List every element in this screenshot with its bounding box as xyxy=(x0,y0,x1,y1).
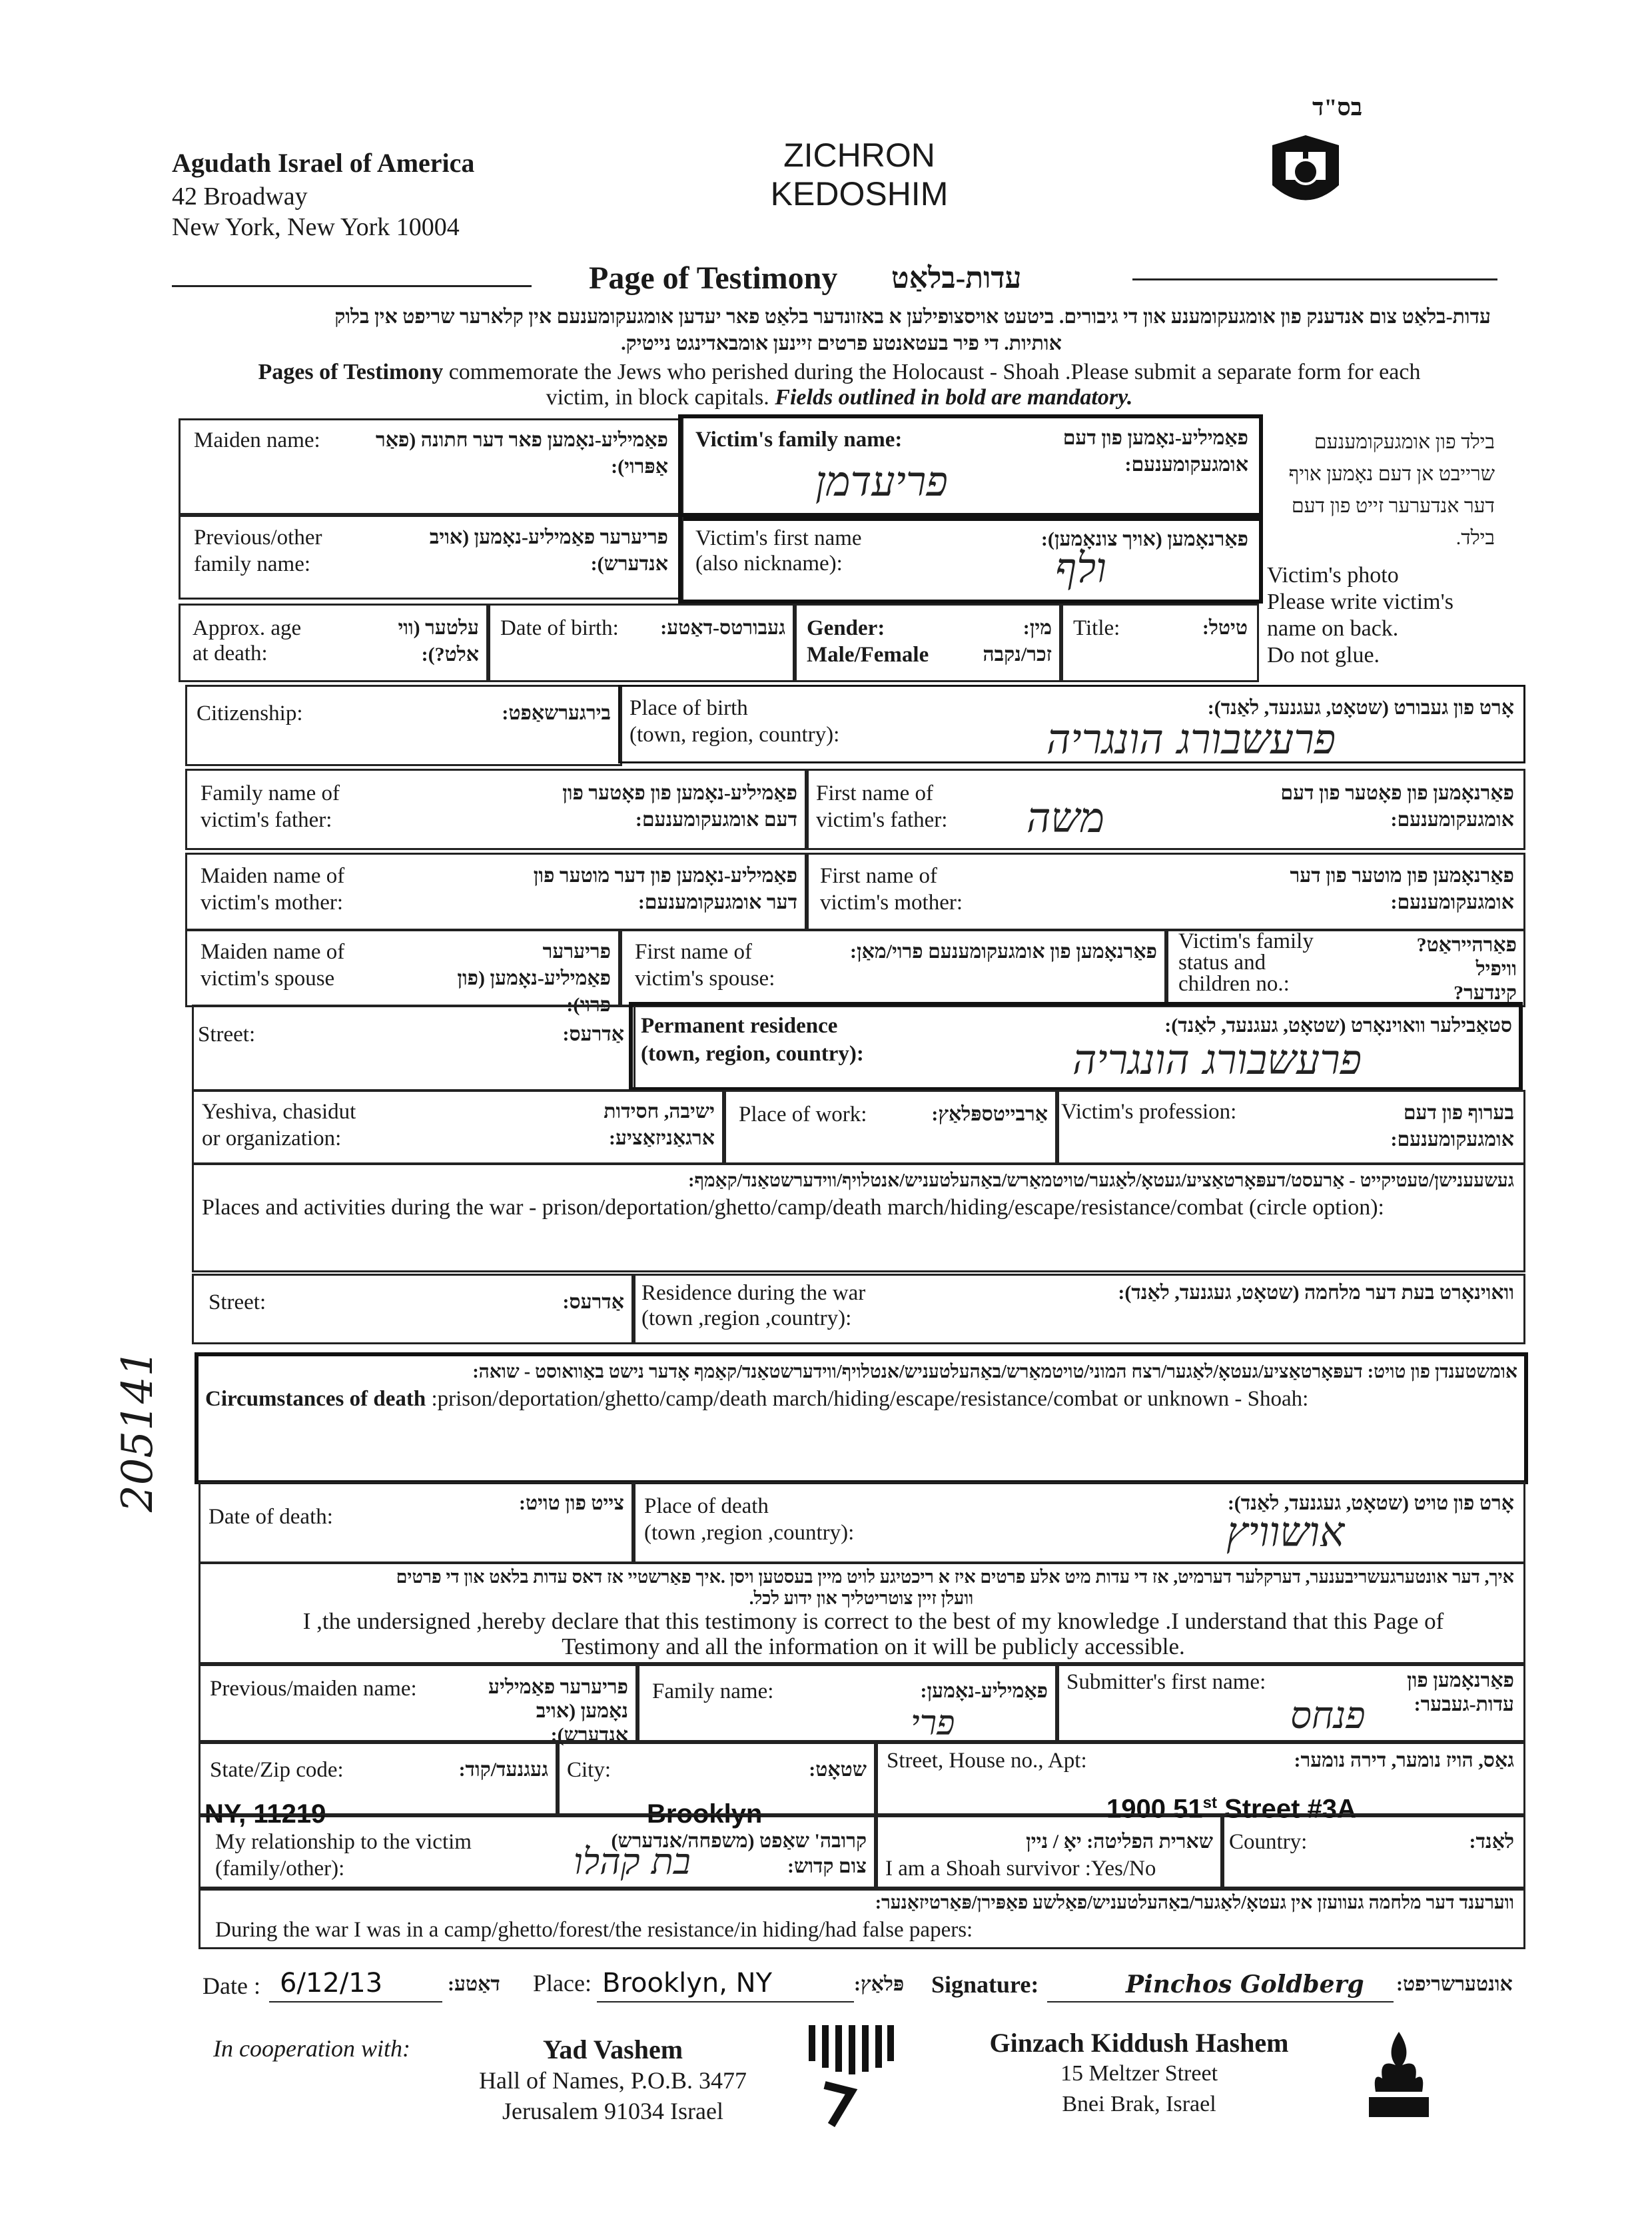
yad-vashem-name: Yad Vashem xyxy=(542,2034,683,2064)
intro-en xyxy=(193,360,1485,410)
form-title-en: Page of Testimony xyxy=(589,260,838,296)
city-label: City: xyxy=(567,1758,612,1782)
submitter-family-value: פרי xyxy=(911,1703,955,1743)
father-family-heb: פאַמיליע-נאָמען פון פאָטער פון דעם אומגעקומענעם: xyxy=(562,782,797,831)
father-first-label2: victim's father: xyxy=(816,808,948,832)
street-value-suffix: st xyxy=(1202,1794,1217,1812)
declaration-en xyxy=(240,1609,1506,1659)
date-heb: דאַטע: xyxy=(448,1973,500,1995)
submitter-street-field[interactable] xyxy=(874,1740,1525,1824)
relationship-heb: קרובה' שאַפט (משפחה/אנדערש) צום קדוש: xyxy=(611,1830,867,1877)
declaration-en-line1: I ,the undersigned ,hereby declare that this testimony is correct to the best of my knowledge .I understand that this Page of xyxy=(302,1608,1444,1634)
father-first-name-field[interactable] xyxy=(805,769,1525,850)
family-status-heb: פאַרהייראַט? וויפיל קינדער? xyxy=(1416,934,1517,1004)
profession-field[interactable] xyxy=(1055,1090,1525,1164)
street-label: Street: xyxy=(198,1023,256,1047)
during-war-heb: ווערענד דער מלחמה געוועזן אין געטאָ/לאַגער/באַהעלטעניש/פאַלשע פאַפּירן/פּאַרטיזאַנער: xyxy=(875,1893,1514,1913)
age-at-death-field[interactable] xyxy=(179,604,490,682)
ginzach-name: Ginzach Kiddush Hashem xyxy=(989,2028,1289,2058)
victim-photo-en2: Please write victim's xyxy=(1267,590,1453,614)
gender-label2: Male/Female xyxy=(807,643,929,667)
dod-heb: צייט פון טויט: xyxy=(519,1492,624,1514)
spouse-first-label2: victim's spouse: xyxy=(635,967,775,991)
age-label1: Approx. age xyxy=(193,616,302,640)
submitter-first-name-field[interactable] xyxy=(1055,1664,1525,1744)
family-status-label2: status and xyxy=(1178,951,1266,975)
title-line1: ZICHRON xyxy=(783,137,935,174)
spouse-first-heb: פאַרנאָמען פון אומגעקומענעם פרוי/מאַן: xyxy=(849,941,1157,963)
war-street-heb: אַדרעס: xyxy=(562,1291,624,1313)
declaration-heb-line1: איך, דער אונטערגעשריבענער, דערקלער דערמיט, אז די עדות מיט אלע פרטים איז א ריכטיגע לויט מיין בעסטען ויסן .איך פאַרשטיי אז דאס עדות בלאט און די פרטים xyxy=(396,1567,1514,1587)
intro-heb-line1: עדות-בלאַט צום אנדענק פון אומגעקומענע און די גיבורים. ביטעט אויסצופילען א באזונדער בלאַט פאר יעדען אומגעקומענעם אין קלארער שריפט אין בלוק xyxy=(334,306,1491,328)
family-status-label xyxy=(1178,931,1314,995)
war-activities-heb: געשעענישן/טעטיקייט - אַרעסט/דעפּאָרטאַציע/געטאָ/לאַגער/טויטמאַרש/באַהעלטעניש/אנטלויף/ווידערשטאַנד/קאַמף: xyxy=(688,1170,1514,1191)
ginzach-logo-icon xyxy=(1359,2025,1439,2125)
title-field[interactable] xyxy=(1059,604,1259,682)
relationship-field[interactable] xyxy=(199,1813,878,1891)
date-value: 6/12/13 xyxy=(280,1968,383,1998)
survivor-heb: שארית הפליטה: יאָ / ניין xyxy=(1026,1831,1213,1853)
date-of-death-field[interactable] xyxy=(199,1482,635,1564)
father-family-label2: victim's father: xyxy=(201,808,332,832)
date-underline xyxy=(269,2001,442,2002)
survivor-field[interactable] xyxy=(874,1813,1224,1891)
victim-first-name-field[interactable] xyxy=(678,513,1263,604)
submitter-family-label: Family name: xyxy=(652,1679,774,1703)
circumstances-label xyxy=(205,1386,1308,1412)
margin-handwritten-number: 205141 xyxy=(113,1349,163,1512)
age-heb: עלטער (ווי אלט?): xyxy=(398,617,479,665)
ginzach-addr1: 15 Meltzer Street xyxy=(1060,2061,1218,2086)
during-war-label: During the war I was in a camp/ghetto/forest/the resistance/in hiding/had false papers: xyxy=(215,1918,973,1942)
dob-label: Date of birth: xyxy=(500,616,619,640)
pod-label2: (town ,region ,country): xyxy=(644,1521,855,1545)
yeshiva-field[interactable] xyxy=(192,1090,726,1164)
war-residence-label1: Residence during the war xyxy=(641,1281,866,1305)
state-zip-value: NY, 11219 xyxy=(205,1799,326,1829)
title-rule-right xyxy=(1132,278,1497,280)
date-label: Date : xyxy=(203,1973,260,1999)
relationship-value: בת קהלו xyxy=(574,1841,691,1883)
father-first-label1: First name of xyxy=(816,781,933,805)
mother-maiden-heb: פאַמיליע-נאָמען פון דער מוטער פון דער אומגעקומענעם: xyxy=(533,865,797,913)
father-family-label1: Family name of xyxy=(201,781,340,805)
victim-family-name-label: Victim's family name: xyxy=(695,428,903,452)
war-residence-label2: (town ,region ,country): xyxy=(641,1306,852,1330)
residence-value: פרעשבורג הונגריה xyxy=(1072,1035,1362,1084)
submitter-family-heb: פאַמיליע-נאָמען: xyxy=(920,1680,1048,1702)
previous-family-name-label2: family name: xyxy=(194,552,311,576)
pod-label1: Place of death xyxy=(644,1494,769,1518)
title-line2: KEDOSHIM xyxy=(770,175,949,213)
cooperation-label: In cooperation with: xyxy=(213,2035,410,2062)
yad-vashem-block xyxy=(460,2034,766,2126)
circumstances-label-rest: :prison/deportation/ghetto/camp/death march/hiding/escape/resistance/combat or unknown - Shoah: xyxy=(426,1387,1309,1411)
place-heb: פּלאַץ: xyxy=(854,1973,905,1995)
yad-vashem-logo-icon xyxy=(805,2018,898,2132)
relationship-label1: My relationship to the victim xyxy=(215,1830,472,1854)
residence-heb: סטאַבילער וואוינאָרט (שטאָט, געגנעד, לאַנד): xyxy=(1164,1015,1512,1037)
father-first-heb: פאַרנאָמען פון פאָטער פון דעם אומגעקומענעם: xyxy=(1280,782,1514,831)
victim-first-name-heb: פאַרנאָמען (אויך צונאָמען): xyxy=(1040,528,1248,550)
state-zip-label: State/Zip code: xyxy=(210,1758,344,1782)
mother-maiden-label2: victim's mother: xyxy=(201,891,344,915)
victim-photo-en4: Do not glue. xyxy=(1267,643,1380,667)
org-address-line2: New York, New York 10004 xyxy=(172,213,460,241)
title-label: Title: xyxy=(1073,616,1120,640)
during-war-field[interactable] xyxy=(199,1887,1525,1949)
victim-photo-en xyxy=(1267,562,1453,669)
dod-label: Date of death: xyxy=(208,1505,333,1529)
maiden-name-label: Maiden name: xyxy=(194,428,320,452)
date-of-birth-field[interactable] xyxy=(486,604,797,682)
maiden-name-field[interactable] xyxy=(179,418,683,517)
bsd-mark: בס"ד xyxy=(1312,94,1363,121)
spouse-maiden-label2: victim's spouse xyxy=(201,967,335,991)
father-first-value: משה xyxy=(1027,793,1104,842)
signature-value: Pinchos Goldberg xyxy=(1126,1971,1364,1998)
profession-heb: בערוף פון דעם אומגעקומענעם: xyxy=(1390,1102,1514,1150)
yeshiva-label1: Yeshiva, chasidut xyxy=(202,1100,356,1124)
submitter-previous-heb: פריערער פאַמיליע נאָמען (אויב אנדערש): xyxy=(488,1676,628,1746)
org-address-line1: 42 Broadway xyxy=(172,183,308,211)
yad-vashem-addr2: Jerusalem 91034 Israel xyxy=(502,2098,723,2124)
street-value-rest: Street #3A xyxy=(1216,1794,1356,1824)
submitter-first-value: פנחס xyxy=(1290,1694,1366,1737)
age-label2: at death: xyxy=(193,642,268,665)
mother-maiden-name-field[interactable] xyxy=(185,853,809,931)
victim-photo-heb: בילד פון אומגעקומענעם שרייבט אן דעם נאָמען אויף דער אנדערער זייט פון דעם בילד. xyxy=(1288,431,1495,549)
place-of-birth-field[interactable] xyxy=(618,685,1525,763)
agudah-logo-icon xyxy=(1266,132,1346,212)
place-value: Brooklyn, NY xyxy=(602,1968,773,1998)
dob-heb: געבורטס-דאַטע: xyxy=(660,617,785,639)
profession-label: Victim's profession: xyxy=(1061,1100,1237,1124)
signature-heb: אונטערשריפט: xyxy=(1396,1973,1513,1995)
victim-family-name-value: פריעדמן xyxy=(815,457,948,506)
spouse-first-label1: First name of xyxy=(635,940,752,964)
gender-label1: Gender: xyxy=(807,616,885,640)
intro-en-bold: Pages of Testimony xyxy=(258,360,444,384)
submitter-first-label: Submitter's first name: xyxy=(1066,1670,1266,1694)
victim-first-name-value: ולף xyxy=(1055,544,1106,592)
family-status-field[interactable] xyxy=(1164,929,1525,1007)
country-field[interactable] xyxy=(1220,1813,1525,1891)
declaration-heb xyxy=(208,1566,1514,1609)
intro-heb xyxy=(192,304,1491,357)
submitter-previous-name-field[interactable] xyxy=(199,1664,639,1744)
residence-label1: Permanent residence xyxy=(641,1014,838,1038)
citizenship-heb: בירגערשאַפט: xyxy=(502,702,611,724)
residence-label2: (town, region, country): xyxy=(641,1042,864,1066)
gender-field[interactable] xyxy=(793,604,1063,682)
place-label: Place: xyxy=(533,1970,592,1996)
intro-heb-line2: אותיות. די פיר בעטאנטע פרטים זיינען אומבאדינגט נייטיק. xyxy=(621,332,1062,354)
previous-family-name-label1: Previous/other xyxy=(194,526,322,550)
pob-heb: אָרט פון געבורט (שטאָט, געגנעד, לאַנד): xyxy=(1207,697,1514,719)
pod-heb: אָרט פון טויט (שטאָט, געגנעד, לאַנד): xyxy=(1227,1492,1514,1514)
submitter-street-label: Street, House no., Apt: xyxy=(887,1749,1087,1773)
previous-family-name-field[interactable] xyxy=(179,513,683,600)
war-street-label: Street: xyxy=(208,1290,266,1314)
survivor-label: I am a Shoah survivor :Yes/No xyxy=(885,1857,1156,1881)
father-family-name-field[interactable] xyxy=(185,769,809,850)
city-heb: שטאָט: xyxy=(809,1759,867,1781)
yeshiva-heb: ישיבה, חסידות ארגאַניזאַציע: xyxy=(604,1101,715,1149)
victim-first-name-label1: Victim's first name xyxy=(695,526,862,550)
submitter-first-heb: פאַרנאָמען פון עדות-געבער: xyxy=(1407,1669,1514,1715)
intro-en-mandatory: Fields outlined in bold are mandatory. xyxy=(775,385,1133,410)
place-of-death-field[interactable] xyxy=(631,1482,1525,1564)
work-label: Place of work: xyxy=(739,1103,867,1126)
war-residence-field[interactable] xyxy=(631,1274,1525,1344)
street-field[interactable] xyxy=(192,1005,635,1091)
place-of-work-field[interactable] xyxy=(722,1090,1059,1164)
citizenship-field[interactable] xyxy=(185,685,622,766)
permanent-residence-field[interactable] xyxy=(629,1002,1523,1091)
submitter-street-heb: גאַס, הויז נומער, דירה נומער: xyxy=(1294,1749,1514,1771)
maiden-name-heb: פאַמיליע-נאָמען פאר דער חתונה (פאַר אַפּרוי): xyxy=(375,429,668,478)
pob-value: פרעשבורג הונגריה xyxy=(1046,715,1336,763)
spouse-first-name-field[interactable] xyxy=(618,929,1168,1007)
war-activities-label: Places and activities during the war - prison/deportation/ghetto/camp/death march/hiding/escape/resistance/combat (circle option): xyxy=(202,1195,1384,1220)
work-heb: אַרבייטספּלאַץ: xyxy=(931,1103,1048,1125)
place-underline xyxy=(597,2001,854,2002)
victim-photo-en1: Victim's photo xyxy=(1267,563,1399,588)
mother-first-label2: victim's mother: xyxy=(820,891,963,915)
spouse-maiden-heb: פריערער פאַמיליע-נאָמען (פון פרוי): xyxy=(457,941,611,1016)
pob-label1: Place of birth xyxy=(629,696,748,720)
family-status-label3: children no.: xyxy=(1178,972,1290,996)
spouse-maiden-label1: Maiden name of xyxy=(201,940,345,964)
city-value: Brooklyn xyxy=(647,1799,763,1829)
submitter-family-name-field[interactable] xyxy=(635,1664,1059,1744)
declaration-heb-line2: וועלן זיין צוטריטליך און ידוע לכל. xyxy=(749,1588,974,1608)
street-value-number: 1900 51 xyxy=(1106,1794,1203,1824)
street-heb: אַדרעס: xyxy=(562,1023,624,1045)
spouse-maiden-name-field[interactable] xyxy=(185,929,622,1016)
submitter-previous-label: Previous/maiden name: xyxy=(210,1677,417,1701)
mother-first-label1: First name of xyxy=(820,864,937,888)
mother-first-heb: פאַרנאָמען פון מוטער פון דער אומגעקומענעם: xyxy=(1290,865,1514,913)
form-series-title xyxy=(733,136,986,213)
victim-family-name-heb: פאַמיליע-נאָמען פון דעם אומגעקומענעם: xyxy=(1062,427,1248,476)
declaration-box xyxy=(199,1561,1525,1664)
form-title-heb: עדות-בלאַט xyxy=(891,262,1022,294)
pod-value: אושוויץ xyxy=(1226,1508,1345,1556)
circumstances-label-bold: Circumstances of death xyxy=(205,1387,426,1411)
title-heb: טיטל: xyxy=(1202,617,1248,639)
city-field[interactable] xyxy=(556,1740,878,1829)
war-street-field[interactable] xyxy=(192,1274,635,1344)
country-label: Country: xyxy=(1229,1830,1308,1854)
pob-label2: (town, region, country): xyxy=(629,723,840,747)
intro-en-line1: commemorate the Jews who perished during the Holocaust - Shoah .Please submit a separate form for each xyxy=(443,360,1421,384)
org-name: Agudath Israel of America xyxy=(172,148,475,178)
mother-first-name-field[interactable] xyxy=(805,853,1525,931)
title-rule-left xyxy=(172,285,532,287)
previous-family-name-heb: פריערער פאַמיליע-נאָמען (אויב אנדערש): xyxy=(429,526,668,575)
declaration-en-line2: Testimony and all the information on it will be publicly accessible. xyxy=(562,1633,1185,1659)
gender-heb: מין: זכר/נקבה xyxy=(983,617,1052,665)
ginzach-addr2: Bnei Brak, Israel xyxy=(1062,2092,1216,2116)
war-residence-heb: וואוינאָרט בעת דער מלחמה (שטאָט, געגנעד, לאַנד): xyxy=(1118,1282,1514,1304)
signature-underline xyxy=(1047,2001,1394,2002)
ginzach-block xyxy=(966,2028,1312,2120)
family-status-label1: Victim's family xyxy=(1178,929,1314,953)
relationship-label2: (family/other): xyxy=(215,1857,345,1881)
state-zip-heb: געגנעד/קוד: xyxy=(458,1759,548,1781)
victim-family-name-field[interactable] xyxy=(678,414,1263,521)
yad-vashem-addr1: Hall of Names, P.O.B. 3477 xyxy=(479,2067,747,2094)
war-activities-field[interactable] xyxy=(192,1163,1525,1272)
victim-photo-en3: name on back. xyxy=(1267,616,1399,641)
state-zip-field[interactable] xyxy=(199,1740,560,1829)
mother-maiden-label1: Maiden name of xyxy=(201,864,345,888)
circumstances-heb: אומשטענדן פון טויט: דעפּאָרטאַציע/געטאָ/לאַגער/רצח המוני/טויטמאַרש/באַהעלטעניש/אנטלויף/ווידערשטאַנד/קאַמף אָדער נישט באַוואוסט - שואה: xyxy=(472,1362,1517,1382)
intro-en-line2: victim, in block capitals. xyxy=(546,385,775,410)
signature-label: Signature: xyxy=(931,1971,1039,1998)
circumstances-of-death-field[interactable] xyxy=(195,1352,1528,1484)
citizenship-label: Citizenship: xyxy=(197,701,303,725)
yeshiva-label2: or organization: xyxy=(202,1126,342,1150)
country-heb: לאַנד: xyxy=(1469,1831,1514,1853)
victim-first-name-label2: (also nickname): xyxy=(695,552,843,576)
